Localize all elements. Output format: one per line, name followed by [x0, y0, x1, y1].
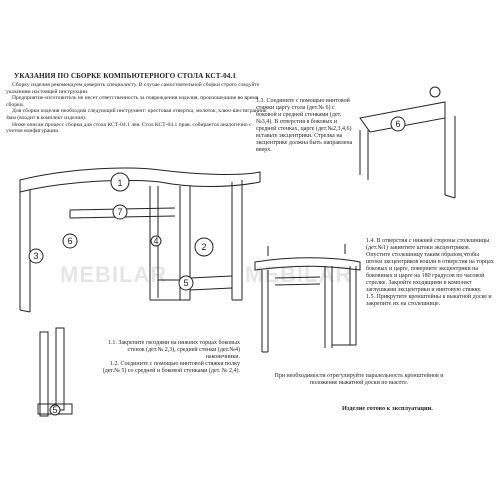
adjustment-note: При необходимости отрегулируйте паралельность кронштейнов и положение выкатной доски по высоте. [274, 373, 444, 386]
part-number-3: 3 [33, 251, 39, 261]
part-number-1: 1 [117, 178, 123, 188]
intro-paragraph: Сборку изделия рекомендуем доверить специалисту. В случае самостоятельной сборки строго следуйте указаниям настоящей инструкции. [6, 82, 260, 95]
final-text: Изделие готово к эксплуатации. [342, 405, 433, 412]
part-number-4: 4 [153, 236, 159, 246]
desk-assembly-drawing [255, 244, 360, 352]
document-title: УКАЗАНИЯ ПО СБОРКЕ КОМПЬЮТЕРНОГО СТОЛА КСТ-04.1 [14, 72, 237, 80]
part-number-5b: 5 [52, 405, 58, 415]
step-1-1-text: 1.1. Закрепите гвоздями на нижних торцах боковых стенок (дет.№ 2,3), средней стенки (дет.№4) наконечники. [107, 340, 240, 360]
part-number-2: 2 [201, 242, 207, 252]
step-1-5-text: 1.5. Прикрутите кронштейны к выкатной доске и закрепите их на столешнице. [366, 294, 492, 307]
side-panels-drawing [38, 328, 72, 416]
intro-paragraph: Предприятие-изготовитель не несет ответственность за повреждения изделия, произошедшие во время сборки. [6, 95, 259, 108]
step-1-4-text: 1.4. В отверстия с нижней стороны столешницы (дет.№1) завинтите штоки эксцентриков. Опустите столешницу таким образом,чтобы штоки эксцентриков вошли в отверстия на торцах боковых и царге, поверните эксцентрики на боковинах и царге на 180 градусов по часовой стрелке. Закройте входящими в комплект заглушками эксцентрики и винтовую стяжку. [366, 238, 494, 293]
desk-main-drawing [20, 168, 260, 312]
step-1-1 [100, 340, 240, 375]
part-number-6b: 6 [395, 119, 401, 129]
part-number-7: 7 [117, 207, 123, 217]
step-1-3: 1.3. Соедините с помощью винтовой стяжки царгу стола (дет.№ 6) с боковой и средней стенками (дет.№3,4). В отверстия в боковых и средней стенках, царге (дет.№2,3,4,6) вставьте эксцентрики. Стрелка на эксцентрике должна быть направлена вверх. [256, 98, 353, 153]
step-1-2-text: 1.2. Соедините с помощью винтовой стяжки полку (дет.№ 5) со средней и боковой стенками (дет. № 2,4). [102, 361, 240, 374]
apron-drawing [360, 87, 455, 198]
part-number-5: 5 [183, 278, 189, 288]
step-1-4 [366, 238, 494, 308]
intro-paragraph: Для сборки изделия необходим следующий инструмент: крестовая отвертка, молоток, ключ-шестигранник 4мм (входит в комплект изделия). [6, 108, 267, 121]
watermark: MEBILAR [60, 262, 168, 287]
intro-paragraph: Ниже описан процесс сборки для стола КСТ-04.1 лев. Стол КСТ-04.1 прав. собирается аналогично с учетом конфигурации. [6, 121, 252, 135]
part-number-6: 6 [67, 236, 73, 246]
watermark: MEBILAR [245, 262, 353, 287]
